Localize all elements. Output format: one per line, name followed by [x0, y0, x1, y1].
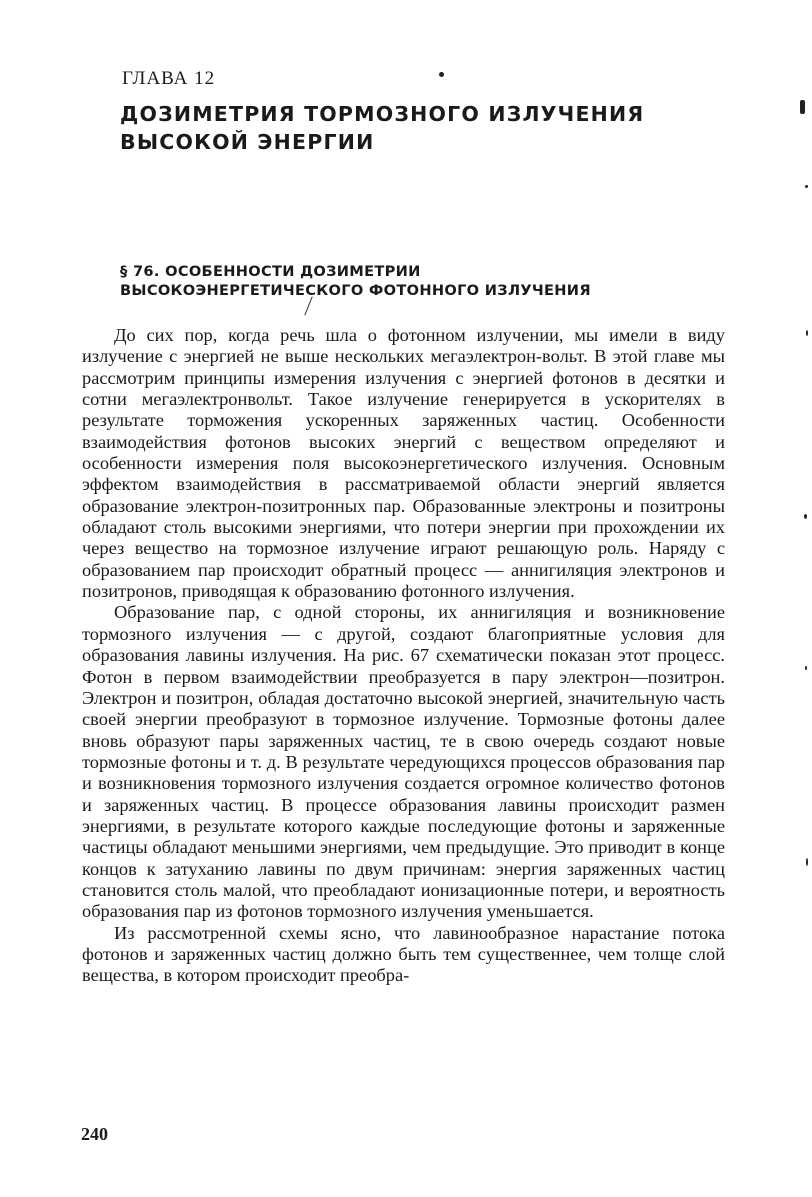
chapter-title-line: ДОЗИМЕТРИЯ ТОРМОЗНОГО ИЗЛУЧЕНИЯ — [120, 102, 645, 126]
scan-speck — [805, 666, 807, 670]
body-text — [82, 325, 725, 987]
chapter-label: ГЛАВА 12 — [122, 68, 216, 89]
chapter-title — [120, 100, 644, 156]
scan-speck — [806, 330, 808, 336]
section-title-line: § 76. ОСОБЕННОСТИ ДОЗИМЕТРИИ — [120, 263, 421, 280]
page-number: 240 — [81, 1124, 108, 1144]
scan-speck — [804, 514, 807, 519]
paragraph: Образование пар, с одной стороны, их аннигиляция и возникновение тормозного излучения — с другой, создают благоприятные условия для образования лавины излучения. На рис. 67 схематически показан этот процесс. Фотон в первом взаимодействии преобразуется в пару электрон—позитрон. Электрон и позитрон, обладая достаточно высокой энергией, значительную часть своей энергии преобразуют в тормозное излучение. Тормозные фотоны далее вновь образуют пары заряженных частиц, те в свою очередь создают новые тормозные фотоны и т. д. В результате чередующихся процессов образования пар и возникновения тормозного излучения создается огромное количество фотонов и заряженных частиц. В процессе образования лавины происходит размен энергиями, в результате которого каждые последующие фотоны и заряженные частицы обладают меньшими энергиями, чем предыдущие. Это приводит в конце концов к затуханию лавины по двум причинам: энергия заряженных частиц становится столь малой, что преобладают ионизационные потери, и вероятность образования пар из фотонов тормозного излучения уменьшается. — [82, 602, 725, 922]
scan-speck — [806, 858, 808, 866]
scan-speck — [805, 185, 808, 188]
scan-speck — [439, 72, 444, 77]
chapter-title-line: ВЫСОКОЙ ЭНЕРГИИ — [120, 130, 375, 154]
scan-speck — [800, 100, 805, 114]
section-title — [120, 262, 591, 300]
paragraph: До сих пор, когда речь шла о фотонном излучении, мы имели в виду излучение с энергией не выше нескольких мегаэлектрон-вольт. В этой главе мы рассмотрим принципы измерения излучения с энергией фотонов в десятки и сотни мегаэлектронвольт. Такое излучение генерируется в ускорителях в результате торможения ускоренных заряженных частиц. Особенности взаимодействия фотонов высоких энергий с веществом определяют и особенности измерения поля высокоэнергетического излучения. Основным эффектом взаимодействия в рассматриваемой области энергий является образование электрон-позитронных пар. Образованные электроны и позитроны обладают столь высокими энергиями, что потери энергии при прохождении их через вещество на тормозное излучение играют решающую роль. Наряду с образованием пар происходит обратный процесс — аннигиляция электронов и позитронов, приводящая к образованию фотонного излучения. — [82, 325, 725, 602]
paragraph: Из рассмотренной схемы ясно, что лавинообразное нарастание потока фотонов и заряженных частиц должно быть тем существеннее, чем толще слой вещества, в котором происходит преобра- — [82, 922, 725, 986]
section-title-line: ВЫСОКОЭНЕРГЕТИЧЕСКОГО ФОТОННОГО ИЗЛУЧЕНИЯ — [120, 282, 591, 299]
